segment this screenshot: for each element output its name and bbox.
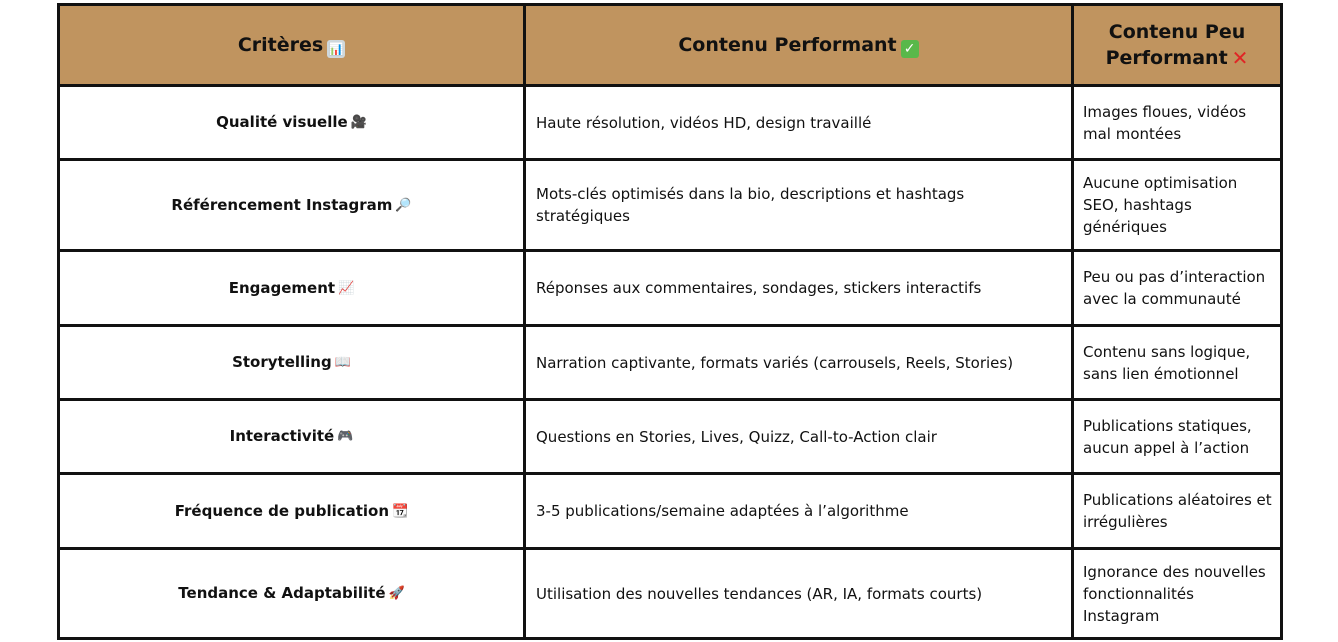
comparison-table-wrapper [57, 3, 1280, 640]
bar-chart-icon: 📊 [328, 42, 344, 56]
criterion-label: Tendance & Adaptabilité [178, 584, 386, 602]
criterion-cell [59, 474, 525, 549]
performant-cell: Narration captivante, formats variés (carrousels, Reels, Stories) [525, 326, 1073, 400]
comparison-table [57, 3, 1283, 640]
low-performant-cell: Publications statiques, aucun appel à l’action [1073, 400, 1282, 474]
table-row [59, 86, 1282, 160]
criterion-label: Référencement Instagram [171, 195, 393, 214]
table-row [59, 251, 1282, 326]
low-performant-cell: Aucune optimisation SEO, hashtags génériques [1073, 160, 1282, 251]
criterion-label: Engagement [228, 278, 336, 297]
low-performant-cell: Contenu sans logique, sans lien émotionnel [1073, 326, 1282, 400]
table-row [59, 474, 1282, 549]
criterion-label: Interactivité [229, 427, 335, 445]
criterion-cell [59, 251, 525, 326]
performant-cell: Utilisation des nouvelles tendances (AR, IA, formats courts) [525, 549, 1073, 639]
header-performant [525, 5, 1073, 86]
criterion-cell [59, 400, 525, 474]
movie-camera-icon: 🎥 [350, 115, 367, 130]
check-mark-icon: ✓ [901, 40, 919, 58]
magnifying-glass-icon: 🔎 [395, 197, 412, 213]
open-book-icon: 📖 [334, 355, 351, 370]
rocket-icon: 🚀 [388, 586, 405, 601]
performant-cell: Haute résolution, vidéos HD, design travaillé [525, 86, 1073, 160]
table-row [59, 400, 1282, 474]
low-performant-cell: Peu ou pas d’interaction avec la communauté [1073, 251, 1282, 326]
table-row [59, 549, 1282, 639]
criterion-label: Fréquence de publication [174, 501, 390, 520]
header-row [59, 5, 1282, 86]
trending-up-icon: 📈 [338, 280, 355, 296]
header-criteria [59, 5, 525, 86]
table-body [59, 86, 1282, 639]
low-performant-cell: Publications aléatoires et irrégulières [1073, 474, 1282, 549]
table-row [59, 160, 1282, 251]
criterion-label: Qualité visuelle [216, 113, 348, 131]
criterion-label: Storytelling [232, 353, 332, 371]
performant-cell: Questions en Stories, Lives, Quizz, Call-to-Action clair [525, 400, 1073, 474]
performant-cell: Réponses aux commentaires, sondages, stickers interactifs [525, 251, 1073, 326]
header-low-performant [1073, 5, 1282, 86]
low-performant-cell: Ignorance des nouvelles fonctionnalités Instagram [1073, 549, 1282, 639]
criterion-cell [59, 86, 525, 160]
criterion-cell [59, 326, 525, 400]
game-controller-icon: 🎮 [337, 429, 354, 444]
low-performant-cell: Images floues, vidéos mal montées [1073, 86, 1282, 160]
calendar-icon: 📆 [392, 503, 409, 519]
criterion-cell [59, 160, 525, 251]
performant-cell: 3-5 publications/semaine adaptées à l’algorithme [525, 474, 1073, 549]
header-criteria-label: Critères [237, 34, 324, 56]
criterion-cell [59, 549, 525, 639]
table-row [59, 326, 1282, 400]
header-low-performant-label: Contenu Peu Performant [1105, 21, 1246, 69]
table-header [59, 5, 1282, 86]
performant-cell: Mots-clés optimisés dans la bio, descriptions et hashtags stratégiques [525, 160, 1073, 251]
header-performant-label: Contenu Performant [678, 34, 897, 56]
cross-mark-icon: ✕ [1231, 46, 1249, 70]
